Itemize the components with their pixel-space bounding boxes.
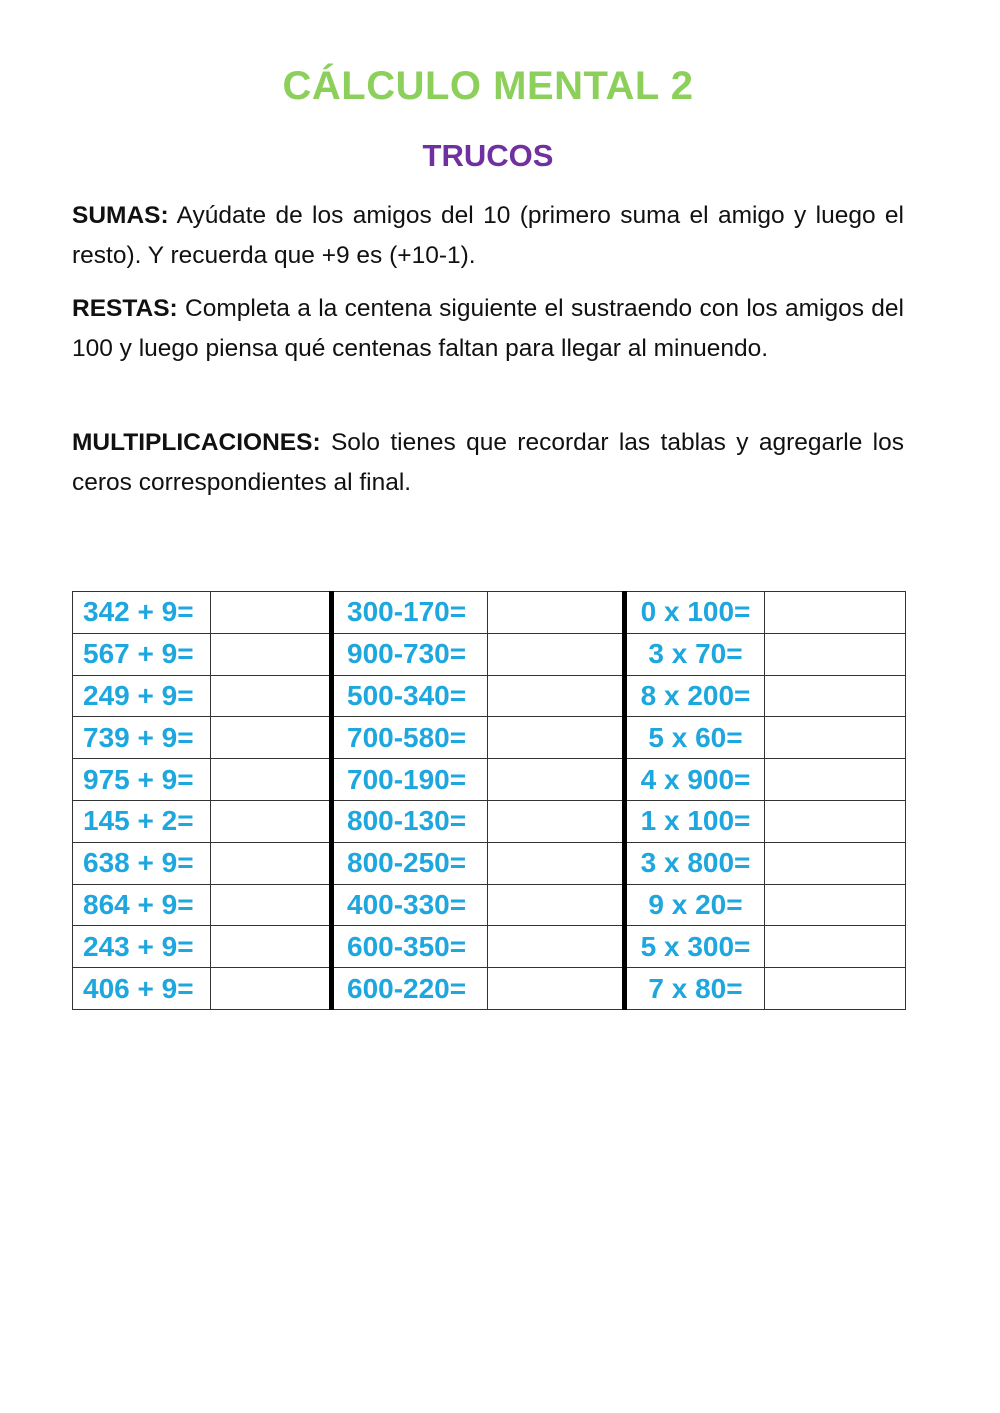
multiplication-answer-cell[interactable]: [765, 926, 906, 968]
multiplication-answer-cell[interactable]: [765, 968, 906, 1010]
sum-exercise: 975 + 9=: [73, 759, 211, 801]
subtraction-answer-cell[interactable]: [488, 592, 625, 634]
multiplication-exercise: 5 x 60=: [625, 717, 765, 759]
sum-answer-cell[interactable]: [211, 884, 332, 926]
tip-multiplicaciones-text: Solo tienes que recordar las tablas y agregarle los ceros correspondientes al final.: [72, 429, 904, 496]
subtraction-exercise: 800-250=: [332, 842, 488, 884]
exercise-table-body: [73, 592, 906, 1010]
subtraction-exercise: 600-350=: [332, 926, 488, 968]
tip-multiplicaciones: [72, 423, 904, 502]
sum-exercise: 243 + 9=: [73, 926, 211, 968]
subtraction-answer-cell[interactable]: [488, 800, 625, 842]
sum-answer-cell[interactable]: [211, 633, 332, 675]
exercise-row: [73, 800, 906, 842]
tip-multiplicaciones-label: MULTIPLICACIONES:: [72, 429, 321, 456]
tip-restas-text: Completa a la centena siguiente el sustraendo con los amigos del 100 y luego piensa qué centenas faltan para llegar al minuendo.: [72, 295, 904, 362]
subtraction-exercise: 600-220=: [332, 968, 488, 1010]
exercise-row: [73, 759, 906, 801]
multiplication-answer-cell[interactable]: [765, 717, 906, 759]
subtraction-exercise: 300-170=: [332, 592, 488, 634]
multiplication-answer-cell[interactable]: [765, 759, 906, 801]
exercise-row: [73, 717, 906, 759]
multiplication-answer-cell[interactable]: [765, 842, 906, 884]
tip-restas: [72, 289, 904, 368]
sum-exercise: 567 + 9=: [73, 633, 211, 675]
sum-answer-cell[interactable]: [211, 759, 332, 801]
multiplication-answer-cell[interactable]: [765, 633, 906, 675]
tip-restas-label: RESTAS:: [72, 295, 178, 322]
page-title: CÁLCULO MENTAL 2: [282, 64, 694, 108]
page-subtitle: TRUCOS: [422, 138, 554, 173]
multiplication-exercise: 0 x 100=: [625, 592, 765, 634]
sum-exercise: 739 + 9=: [73, 717, 211, 759]
multiplication-exercise: 5 x 300=: [625, 926, 765, 968]
exercise-row: [73, 926, 906, 968]
sum-exercise: 638 + 9=: [73, 842, 211, 884]
multiplication-answer-cell[interactable]: [765, 800, 906, 842]
subtraction-exercise: 400-330=: [332, 884, 488, 926]
sum-answer-cell[interactable]: [211, 842, 332, 884]
subtraction-exercise: 800-130=: [332, 800, 488, 842]
multiplication-answer-cell[interactable]: [765, 675, 906, 717]
multiplication-exercise: 4 x 900=: [625, 759, 765, 801]
multiplication-answer-cell[interactable]: [765, 884, 906, 926]
exercise-row: [73, 884, 906, 926]
sum-exercise: 864 + 9=: [73, 884, 211, 926]
multiplication-answer-cell[interactable]: [765, 592, 906, 634]
multiplication-exercise: 3 x 70=: [625, 633, 765, 675]
subtraction-answer-cell[interactable]: [488, 926, 625, 968]
exercise-row: [73, 842, 906, 884]
multiplication-exercise: 9 x 20=: [625, 884, 765, 926]
subtraction-answer-cell[interactable]: [488, 842, 625, 884]
sum-exercise: 342 + 9=: [73, 592, 211, 634]
subtraction-answer-cell[interactable]: [488, 759, 625, 801]
sum-answer-cell[interactable]: [211, 592, 332, 634]
sum-exercise: 406 + 9=: [73, 968, 211, 1010]
sum-answer-cell[interactable]: [211, 968, 332, 1010]
subtraction-answer-cell[interactable]: [488, 675, 625, 717]
sum-exercise: 249 + 9=: [73, 675, 211, 717]
sum-answer-cell[interactable]: [211, 675, 332, 717]
subtraction-answer-cell[interactable]: [488, 968, 625, 1010]
tip-sumas-text: Ayúdate de los amigos del 10 (primero suma el amigo y luego el resto). Y recuerda que +9 es (+10-1).: [72, 202, 904, 269]
exercise-row: [73, 592, 906, 634]
multiplication-exercise: 3 x 800=: [625, 842, 765, 884]
subtraction-answer-cell[interactable]: [488, 633, 625, 675]
multiplication-exercise: 8 x 200=: [625, 675, 765, 717]
exercise-row: [73, 633, 906, 675]
subtraction-exercise: 900-730=: [332, 633, 488, 675]
subtraction-answer-cell[interactable]: [488, 717, 625, 759]
subtraction-exercise: 700-190=: [332, 759, 488, 801]
subtraction-exercise: 700-580=: [332, 717, 488, 759]
multiplication-exercise: 7 x 80=: [625, 968, 765, 1010]
sum-exercise: 145 + 2=: [73, 800, 211, 842]
tip-sumas: [72, 196, 904, 275]
subtraction-exercise: 500-340=: [332, 675, 488, 717]
sum-answer-cell[interactable]: [211, 717, 332, 759]
multiplication-exercise: 1 x 100=: [625, 800, 765, 842]
sum-answer-cell[interactable]: [211, 800, 332, 842]
sum-answer-cell[interactable]: [211, 926, 332, 968]
exercise-table: [72, 591, 906, 1010]
exercise-row: [73, 968, 906, 1010]
subtraction-answer-cell[interactable]: [488, 884, 625, 926]
tip-sumas-label: SUMAS:: [72, 202, 169, 229]
exercise-row: [73, 675, 906, 717]
